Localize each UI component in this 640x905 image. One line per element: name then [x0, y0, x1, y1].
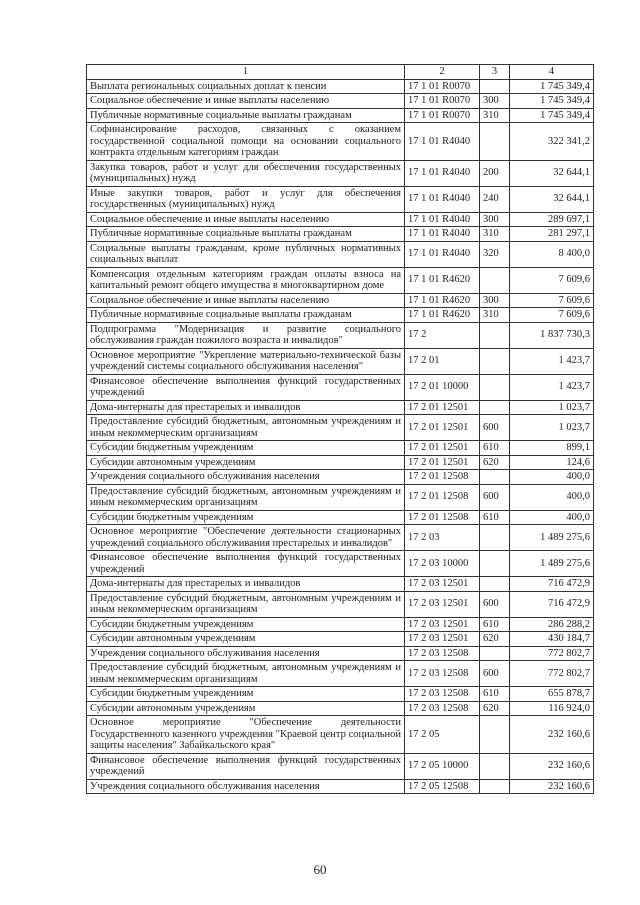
row-code-cell: 17 1 01 R0070 [405, 94, 480, 109]
row-name-cell: Учреждения социального обслуживания населения [87, 779, 405, 794]
table-row [87, 455, 594, 470]
row-code-cell: 17 2 05 12508 [405, 779, 480, 794]
row-name-cell: Субсидии бюджетным учреждениям [87, 617, 405, 632]
row-type-cell [480, 348, 510, 374]
row-name-cell: Основное мероприятие "Обеспечение деятельности Государственного казенного учреждения "Краевой центр социальной защиты населения" Забайкальского края" [87, 716, 405, 754]
row-amount-cell: 7 609,6 [510, 308, 594, 323]
row-name-cell: Социальное обеспечение и иные выплаты населению [87, 293, 405, 308]
row-amount-cell: 430 184,7 [510, 632, 594, 647]
row-amount-cell: 8 400,0 [510, 241, 594, 267]
row-amount-cell: 1 023,7 [510, 400, 594, 415]
row-code-cell: 17 2 01 12501 [405, 400, 480, 415]
row-code-cell: 17 1 01 R0070 [405, 108, 480, 123]
row-code-cell: 17 2 03 12501 [405, 577, 480, 592]
row-code-cell: 17 2 05 [405, 716, 480, 754]
row-name-cell: Предоставление субсидий бюджетным, автономным учреждениям и иным некоммерческим организациям [87, 661, 405, 687]
row-amount-cell: 1 837 730,3 [510, 322, 594, 348]
row-type-cell: 200 [480, 160, 510, 186]
row-type-cell: 610 [480, 441, 510, 456]
row-type-cell [480, 525, 510, 551]
row-code-cell: 17 2 03 12508 [405, 661, 480, 687]
row-amount-cell: 286 288,2 [510, 617, 594, 632]
row-amount-cell: 1 423,7 [510, 374, 594, 400]
row-type-cell: 620 [480, 701, 510, 716]
table-row [87, 79, 594, 94]
row-name-cell: Публичные нормативные социальные выплаты гражданам [87, 108, 405, 123]
row-type-cell [480, 267, 510, 293]
table-row [87, 94, 594, 109]
page-number: 60 [313, 862, 327, 877]
table-row [87, 661, 594, 687]
row-amount-cell: 281 297,1 [510, 227, 594, 242]
row-name-cell: Софинансирование расходов, связанных с оказанием государственной социальной помощи на основании социального контракта отдельным категориям граждан [87, 123, 405, 161]
header-col-1: 1 [87, 65, 405, 80]
row-name-cell: Социальное обеспечение и иные выплаты населению [87, 94, 405, 109]
row-type-cell: 300 [480, 212, 510, 227]
row-code-cell: 17 1 01 R0070 [405, 79, 480, 94]
table-row [87, 322, 594, 348]
table-row [87, 293, 594, 308]
table-row [87, 415, 594, 441]
row-amount-cell: 289 697,1 [510, 212, 594, 227]
row-code-cell: 17 2 01 12508 [405, 484, 480, 510]
row-name-cell: Основное мероприятие "Обеспечение деятельности стационарных учреждений социального обслуживания престарелых и инвалидов" [87, 525, 405, 551]
row-name-cell: Субсидии автономным учреждениям [87, 632, 405, 647]
row-amount-cell: 400,0 [510, 484, 594, 510]
row-amount-cell: 116 924,0 [510, 701, 594, 716]
row-name-cell: Финансовое обеспечение выполнения функций государственных учреждений [87, 374, 405, 400]
row-code-cell: 17 2 03 12501 [405, 632, 480, 647]
row-code-cell: 17 2 01 [405, 348, 480, 374]
row-type-cell: 610 [480, 510, 510, 525]
table-row [87, 484, 594, 510]
row-type-cell [480, 779, 510, 794]
row-type-cell: 620 [480, 632, 510, 647]
row-amount-cell: 1 745 349,4 [510, 79, 594, 94]
row-code-cell: 17 1 01 R4040 [405, 227, 480, 242]
row-code-cell: 17 1 01 R4040 [405, 212, 480, 227]
row-name-cell: Социальные выплаты гражданам, кроме публичных нормативных социальных выплат [87, 241, 405, 267]
row-amount-cell: 1 023,7 [510, 415, 594, 441]
row-name-cell: Основное мероприятие "Укрепление материально-технической базы учреждений системы социального обслуживания населения" [87, 348, 405, 374]
row-name-cell: Публичные нормативные социальные выплаты гражданам [87, 308, 405, 323]
row-type-cell [480, 577, 510, 592]
table-row [87, 470, 594, 485]
row-code-cell: 17 2 01 12501 [405, 415, 480, 441]
row-name-cell: Предоставление субсидий бюджетным, автономным учреждениям и иным некоммерческим организациям [87, 415, 405, 441]
row-amount-cell: 32 644,1 [510, 160, 594, 186]
row-type-cell: 600 [480, 415, 510, 441]
row-amount-cell: 655 878,7 [510, 687, 594, 702]
table-row [87, 160, 594, 186]
row-amount-cell: 1 489 275,6 [510, 551, 594, 577]
row-type-cell: 240 [480, 186, 510, 212]
row-type-cell [480, 400, 510, 415]
table-row [87, 779, 594, 794]
row-amount-cell: 1 745 349,4 [510, 108, 594, 123]
table-row [87, 441, 594, 456]
row-name-cell: Субсидии автономным учреждениям [87, 701, 405, 716]
row-code-cell: 17 2 03 12501 [405, 617, 480, 632]
row-name-cell: Предоставление субсидий бюджетным, автономным учреждениям и иным некоммерческим организациям [87, 484, 405, 510]
row-amount-cell: 232 160,6 [510, 779, 594, 794]
row-name-cell: Субсидии автономным учреждениям [87, 455, 405, 470]
row-type-cell [480, 322, 510, 348]
row-amount-cell: 124,6 [510, 455, 594, 470]
row-amount-cell: 1 423,7 [510, 348, 594, 374]
row-amount-cell: 7 609,6 [510, 293, 594, 308]
row-type-cell: 610 [480, 687, 510, 702]
table-body [87, 79, 594, 794]
row-code-cell: 17 2 01 12501 [405, 441, 480, 456]
row-name-cell: Социальное обеспечение и иные выплаты населению [87, 212, 405, 227]
row-amount-cell: 232 160,6 [510, 716, 594, 754]
row-type-cell [480, 753, 510, 779]
header-col-2: 2 [405, 65, 480, 80]
table-row [87, 510, 594, 525]
row-type-cell: 600 [480, 661, 510, 687]
row-code-cell: 17 2 01 10000 [405, 374, 480, 400]
row-code-cell: 17 2 03 12501 [405, 591, 480, 617]
row-type-cell [480, 79, 510, 94]
row-type-cell [480, 551, 510, 577]
table-row [87, 716, 594, 754]
row-amount-cell: 1 489 275,6 [510, 525, 594, 551]
table-row [87, 591, 594, 617]
row-type-cell: 310 [480, 108, 510, 123]
table-row [87, 551, 594, 577]
row-name-cell: Предоставление субсидий бюджетным, автономным учреждениям и иным некоммерческим организациям [87, 591, 405, 617]
table-row [87, 701, 594, 716]
row-name-cell: Компенсация отдельным категориям граждан оплаты взноса на капитальный ремонт общего имущества в многоквартирном доме [87, 267, 405, 293]
row-type-cell: 310 [480, 227, 510, 242]
row-code-cell: 17 2 01 12501 [405, 455, 480, 470]
row-amount-cell: 716 472,9 [510, 577, 594, 592]
budget-table [86, 64, 594, 794]
row-amount-cell: 772 802,7 [510, 661, 594, 687]
table-row [87, 374, 594, 400]
row-code-cell: 17 2 03 [405, 525, 480, 551]
row-code-cell: 17 2 01 12508 [405, 510, 480, 525]
row-code-cell: 17 1 01 R4040 [405, 123, 480, 161]
table-row [87, 525, 594, 551]
row-type-cell: 610 [480, 617, 510, 632]
table-row [87, 348, 594, 374]
table-row [87, 308, 594, 323]
table-header-row [87, 65, 594, 80]
row-amount-cell: 716 472,9 [510, 591, 594, 617]
row-type-cell: 300 [480, 293, 510, 308]
row-type-cell: 600 [480, 484, 510, 510]
row-name-cell: Иные закупки товаров, работ и услуг для обеспечения государственных (муниципальных) нужд [87, 186, 405, 212]
row-type-cell [480, 716, 510, 754]
table-row [87, 227, 594, 242]
row-code-cell: 17 1 01 R4620 [405, 293, 480, 308]
row-code-cell: 17 1 01 R4040 [405, 160, 480, 186]
row-name-cell: Дома-интернаты для престарелых и инвалидов [87, 400, 405, 415]
row-code-cell: 17 2 01 12508 [405, 470, 480, 485]
row-amount-cell: 899,1 [510, 441, 594, 456]
row-name-cell: Субсидии бюджетным учреждениям [87, 687, 405, 702]
row-name-cell: Учреждения социального обслуживания населения [87, 470, 405, 485]
row-name-cell: Выплата региональных социальных доплат к пенсии [87, 79, 405, 94]
row-type-cell [480, 374, 510, 400]
row-amount-cell: 400,0 [510, 470, 594, 485]
row-type-cell: 320 [480, 241, 510, 267]
table-row [87, 212, 594, 227]
row-name-cell: Дома-интернаты для престарелых и инвалидов [87, 577, 405, 592]
table-row [87, 267, 594, 293]
table-row [87, 186, 594, 212]
row-type-cell: 310 [480, 308, 510, 323]
row-amount-cell: 32 644,1 [510, 186, 594, 212]
row-name-cell: Учреждения социального обслуживания населения [87, 646, 405, 661]
row-name-cell: Субсидии бюджетным учреждениям [87, 510, 405, 525]
row-amount-cell: 232 160,6 [510, 753, 594, 779]
table-row [87, 123, 594, 161]
table-row [87, 646, 594, 661]
row-amount-cell: 772 802,7 [510, 646, 594, 661]
row-code-cell: 17 2 03 12508 [405, 687, 480, 702]
row-name-cell: Закупка товаров, работ и услуг для обеспечения государственных (муниципальных) нужд [87, 160, 405, 186]
row-code-cell: 17 1 01 R4040 [405, 241, 480, 267]
row-code-cell: 17 2 03 12508 [405, 646, 480, 661]
row-code-cell: 17 2 03 10000 [405, 551, 480, 577]
row-code-cell: 17 1 01 R4620 [405, 308, 480, 323]
table-row [87, 108, 594, 123]
row-type-cell [480, 123, 510, 161]
row-type-cell [480, 470, 510, 485]
header-col-3: 3 [480, 65, 510, 80]
table-row [87, 241, 594, 267]
row-type-cell: 620 [480, 455, 510, 470]
header-col-4: 4 [510, 65, 594, 80]
row-name-cell: Финансовое обеспечение выполнения функций государственных учреждений [87, 753, 405, 779]
table-row [87, 617, 594, 632]
row-code-cell: 17 1 01 R4040 [405, 186, 480, 212]
row-amount-cell: 7 609,6 [510, 267, 594, 293]
table-row [87, 577, 594, 592]
table-row [87, 753, 594, 779]
row-code-cell: 17 1 01 R4620 [405, 267, 480, 293]
row-name-cell: Финансовое обеспечение выполнения функций государственных учреждений [87, 551, 405, 577]
row-amount-cell: 322 341,2 [510, 123, 594, 161]
table-row [87, 687, 594, 702]
row-name-cell: Подпрограмма "Модернизация и развитие социального обслуживания граждан пожилого возраста и инвалидов" [87, 322, 405, 348]
row-type-cell [480, 646, 510, 661]
table-row [87, 632, 594, 647]
row-amount-cell: 1 745 349,4 [510, 94, 594, 109]
table-row [87, 400, 594, 415]
row-amount-cell: 400,0 [510, 510, 594, 525]
row-code-cell: 17 2 05 10000 [405, 753, 480, 779]
row-type-cell: 300 [480, 94, 510, 109]
row-code-cell: 17 2 [405, 322, 480, 348]
row-name-cell: Публичные нормативные социальные выплаты гражданам [87, 227, 405, 242]
row-name-cell: Субсидии бюджетным учреждениям [87, 441, 405, 456]
row-type-cell: 600 [480, 591, 510, 617]
row-code-cell: 17 2 03 12508 [405, 701, 480, 716]
